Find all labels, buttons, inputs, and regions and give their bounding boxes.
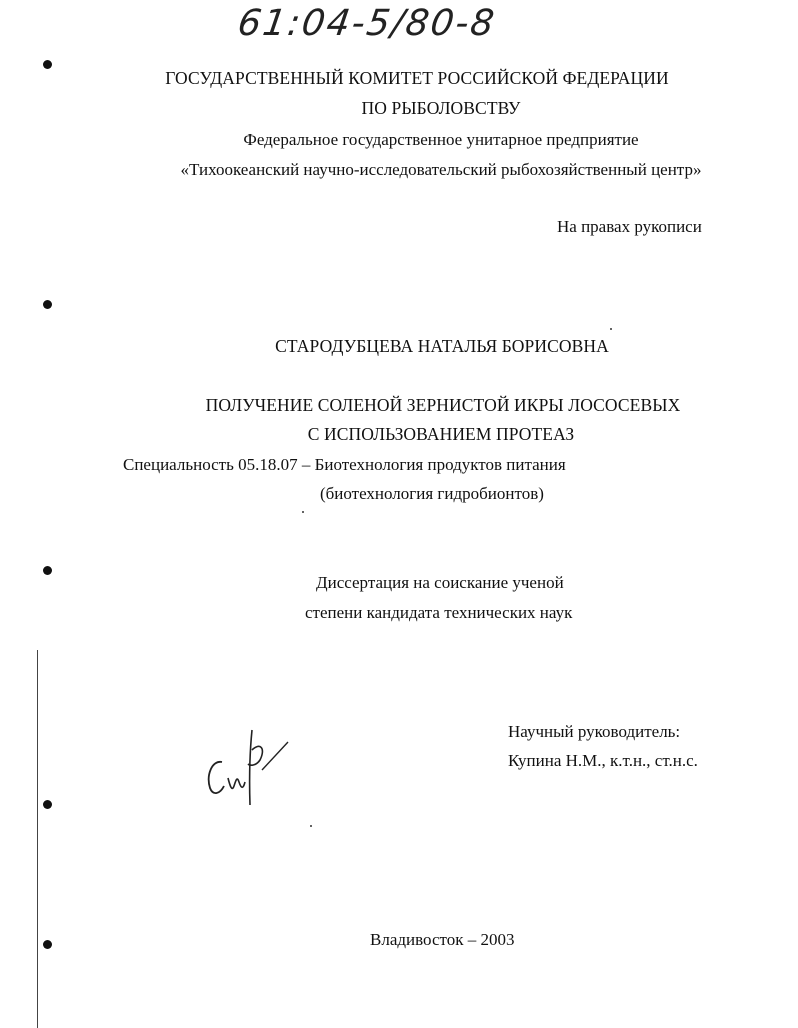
scan-speck bbox=[302, 511, 304, 513]
handwritten-signature bbox=[200, 720, 300, 815]
thesis-title-line-1: ПОЛУЧЕНИЕ СОЛЕНОЙ ЗЕРНИСТОЙ ИКРЫ ЛОСОСЕВЫХ bbox=[205, 395, 681, 415]
supervisor-name: Купина Н.М., к.т.н., ст.н.с. bbox=[508, 751, 698, 770]
margin-hole-2 bbox=[43, 300, 52, 309]
city-year: Владивосток – 2003 bbox=[370, 930, 515, 949]
enterprise-line: Федеральное государственное унитарное предприятие bbox=[243, 130, 639, 149]
margin-hole-5 bbox=[43, 940, 52, 949]
rights-note: На правах рукописи bbox=[557, 217, 702, 236]
thesis-title-line-2: С ИСПОЛЬЗОВАНИЕМ ПРОТЕАЗ bbox=[307, 424, 575, 444]
specialty-line-1: Специальность 05.18.07 – Биотехнология продуктов питания bbox=[123, 455, 566, 474]
dissertation-line-2: степени кандидата технических наук bbox=[305, 603, 573, 622]
author-name: СТАРОДУБЦЕВА НАТАЛЬЯ БОРИСОВНА bbox=[275, 336, 609, 356]
scan-speck bbox=[610, 328, 612, 330]
handwritten-catalog-number: 61:04-5/80-8 bbox=[235, 3, 499, 44]
committee-line-1: ГОСУДАРСТВЕННЫЙ КОМИТЕТ РОССИЙСКОЙ ФЕДЕРАЦИИ bbox=[165, 68, 669, 88]
supervisor-label: Научный руководитель: bbox=[508, 722, 681, 741]
margin-hole-3 bbox=[43, 566, 52, 575]
specialty-line-2: (биотехнология гидробионтов) bbox=[320, 484, 544, 503]
scan-edge-line bbox=[37, 650, 38, 1028]
scan-speck bbox=[310, 825, 312, 827]
center-name: «Тихоокеанский научно-исследовательский рыбохозяйственный центр» bbox=[180, 160, 702, 179]
dissertation-line-1: Диссертация на соискание ученой bbox=[316, 573, 564, 592]
margin-hole-4 bbox=[43, 800, 52, 809]
committee-line-2: ПО РЫБОЛОВСТВУ bbox=[361, 98, 521, 118]
